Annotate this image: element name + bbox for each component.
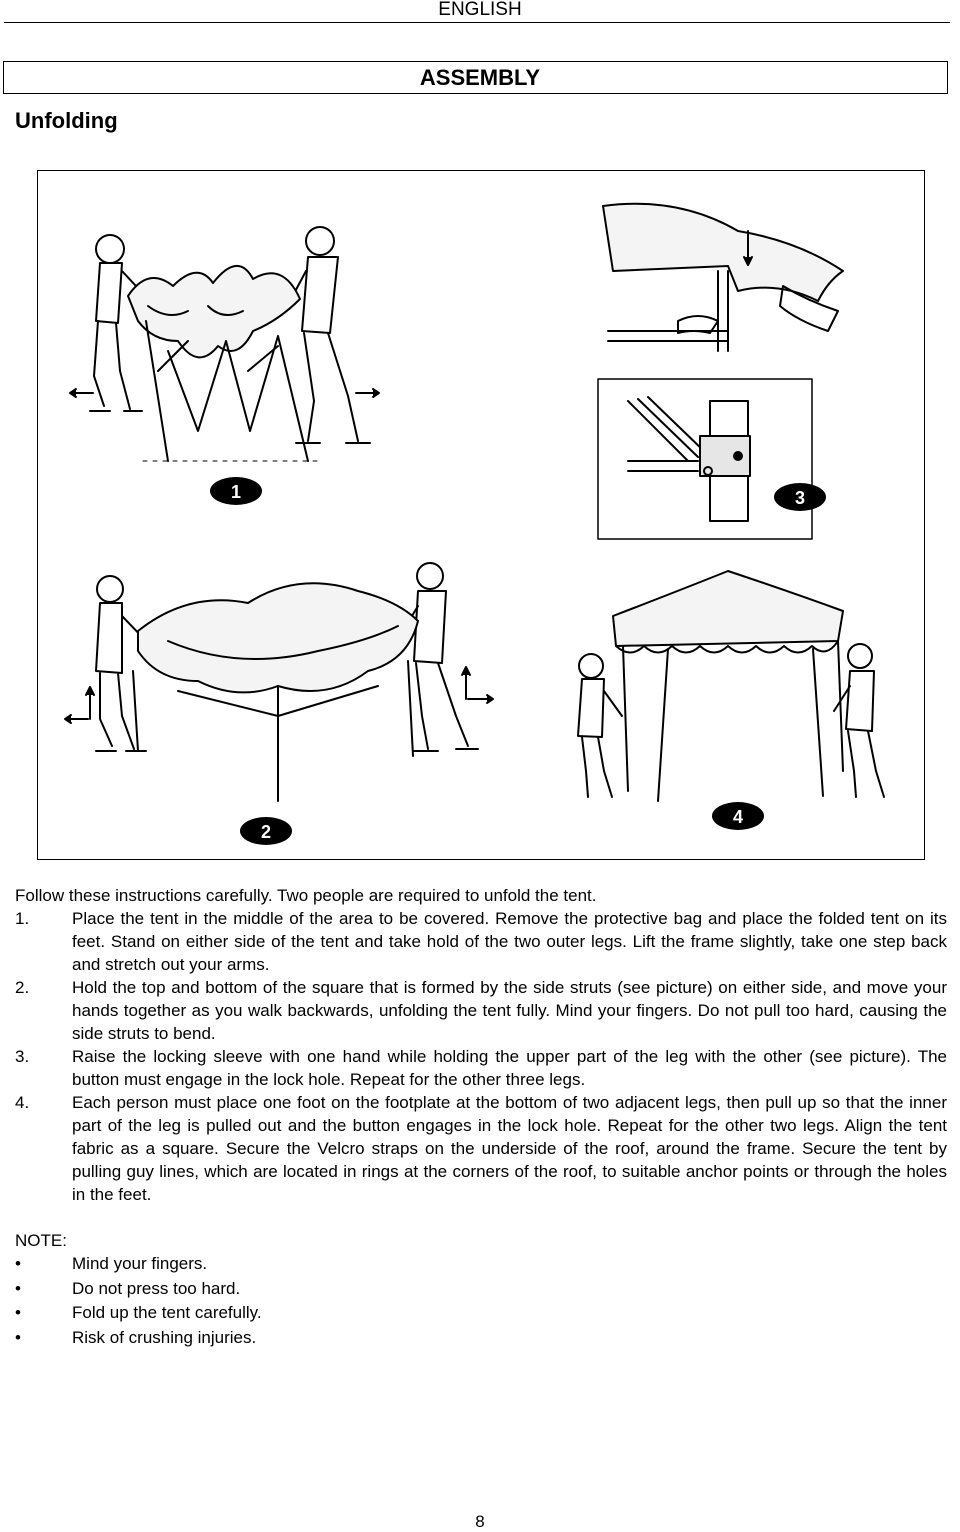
page-number: 8 [475, 1512, 485, 1531]
note-text: Do not press too hard. [72, 1278, 241, 1298]
arrow-right-icon [468, 695, 493, 703]
panel-2-illustration [65, 563, 493, 845]
arrow-left-icon [70, 389, 93, 397]
svg-text:3: 3 [794, 488, 806, 508]
bullet-icon: • [15, 1278, 21, 1298]
step-badge-3 [774, 483, 826, 511]
step-item [15, 1045, 947, 1091]
step-badge-4 [712, 802, 764, 830]
arrow-right-icon [356, 389, 379, 397]
step-badge-2 [240, 817, 292, 845]
panel-4-illustration [578, 571, 884, 830]
bullet-icon: • [15, 1254, 21, 1273]
note-text: Risk of crushing injuries. [72, 1327, 257, 1347]
svg-text:4: 4 [732, 807, 744, 827]
step-badge-1 [210, 477, 262, 505]
step-item [15, 976, 947, 1045]
step-item [15, 1091, 947, 1206]
person-left-2 [96, 576, 146, 751]
instructions-text [15, 884, 947, 1350]
note-item [15, 1277, 947, 1302]
step-number: 1. [15, 909, 30, 928]
step-text: Place the tent in the middle of the area to be covered. Remove the protective bag and place the folded tent on its feet. Stand on either side of the tent and take hold of the two outer legs. Lift the frame slightly, take one step back and stretch out your arms. [72, 909, 947, 974]
person-right-2 [398, 563, 478, 751]
panel-corner-detail [603, 204, 843, 351]
note-text: Fold up the tent carefully. [72, 1303, 262, 1322]
person-left-4 [578, 654, 622, 797]
bullet-icon: • [15, 1303, 21, 1322]
header-language: ENGLISH [438, 0, 522, 20]
person-right-1 [290, 227, 370, 443]
note-item [15, 1301, 947, 1326]
assembly-illustration [37, 170, 925, 860]
section-title: ASSEMBLY [419, 65, 541, 90]
panel-1-illustration [70, 227, 379, 505]
arrow-left-icon [65, 715, 88, 723]
arrow-up-icon [462, 667, 470, 699]
header-divider [4, 22, 950, 23]
note-item [15, 1326, 947, 1351]
steps-list [15, 907, 947, 1206]
bullet-icon: • [15, 1327, 21, 1347]
step-text: Raise the locking sleeve with one hand while holding the upper part of the leg with the other (see picture). The button must engage in the lock hole. Repeat for the other three legs. [72, 1047, 947, 1089]
panel-3-illustration [598, 379, 826, 539]
svg-text:1: 1 [230, 482, 242, 502]
svg-text:2: 2 [260, 822, 272, 842]
step-number: 4. [15, 1093, 30, 1112]
subsection-title: Unfolding [15, 108, 118, 133]
step-item [15, 907, 947, 976]
note-text: Mind your fingers. [72, 1254, 208, 1273]
arrow-up-icon [86, 687, 94, 719]
step-number: 3. [15, 1047, 30, 1066]
step-number: 2. [15, 978, 30, 997]
step-text: Hold the top and bottom of the square that is formed by the side struts (see picture) on either side, and move your hands together as you walk backwards, unfolding the tent fully. Mind your fingers. Do not pull too hard, causing the side struts to bend. [72, 978, 947, 1043]
step-text: Each person must place one foot on the footplate at the bottom of two adjacent legs, then pull up so that the inner part of the leg is pulled out and the button engages in the lock hole. Repeat for the other two legs. Align the tent fabric as a square. Secure the Velcro straps on the underside of the roof, around the frame. Secure the tent by pulling guy lines, which are located in rings at the corners of the roof, to suitable anchor points or through the holes in the feet. [72, 1093, 947, 1204]
intro-paragraph: Follow these instructions carefully. Two people are required to unfold the tent. [15, 886, 597, 905]
note-label: NOTE: [15, 1231, 67, 1250]
note-item [15, 1252, 947, 1277]
note-list [15, 1252, 947, 1350]
